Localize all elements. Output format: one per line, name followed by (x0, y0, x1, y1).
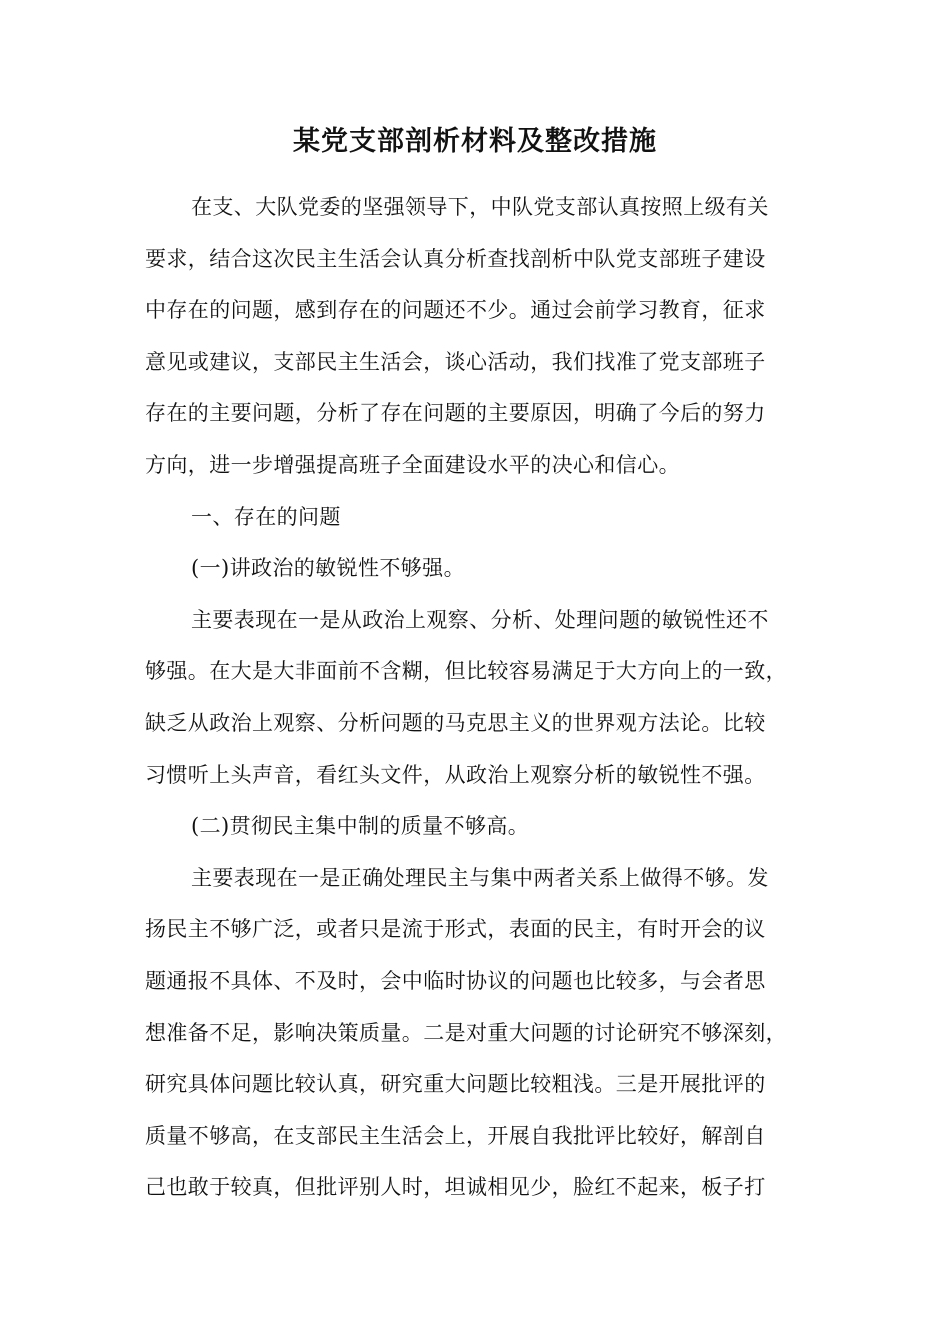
text-line: 质量不够高，在支部民主生活会上，开展自我批评比较好，解剖自 (145, 1123, 766, 1148)
section-heading: 一、存在的问题 (191, 504, 341, 529)
text-line: 够强。在大是大非面前不含糊，但比较容易满足于大方向上的一致， (145, 659, 787, 684)
subsection-heading: (二)贯彻民主集中制的质量不够高。 (191, 814, 530, 839)
text-line: 意见或建议，支部民主生活会，谈心活动，我们找准了党支部班子 (145, 349, 766, 374)
text-line: 扬民主不够广泛，或者只是流于形式，表面的民主，有时开会的议 (145, 917, 766, 942)
text-line: 己也敢于较真，但批评别人时，坦诚相见少，脸红不起来，板子打 (145, 1175, 766, 1200)
text-line: 习惯听上头声音，看红头文件，从政治上观察分析的敏锐性不强。 (145, 762, 766, 787)
text-line: 方向，进一步增强提高班子全面建设水平的决心和信心。 (145, 452, 680, 477)
text-line: 想准备不足，影响决策质量。二是对重大问题的讨论研究不够深刻， (145, 1020, 787, 1045)
text-line: 中存在的问题，感到存在的问题还不少。通过会前学习教育，征求 (145, 298, 766, 323)
document-title: 某党支部剖析材料及整改措施 (293, 126, 657, 157)
text-line: 研究具体问题比较认真，研究重大问题比较粗浅。三是开展批评的 (145, 1072, 766, 1097)
text-line: 缺乏从政治上观察、分析问题的马克思主义的世界观方法论。比较 (145, 710, 766, 735)
text-line: 存在的主要问题，分析了存在问题的主要原因，明确了今后的努力 (145, 401, 766, 426)
text-line: 在支、大队党委的坚强领导下，中队党支部认真按照上级有关 (191, 195, 769, 219)
text-line: 要求，结合这次民主生活会认真分析查找剖析中队党支部班子建设 (145, 246, 766, 271)
subsection-heading: (一)讲政治的敏锐性不够强。 (191, 556, 465, 581)
document-body (145, 182, 825, 1214)
text-line: 主要表现在一是正确处理民主与集中两者关系上做得不够。发 (191, 865, 769, 890)
text-line: 主要表现在一是从政治上观察、分析、处理问题的敏锐性还不 (191, 607, 769, 632)
text-line: 题通报不具体、不及时，会中临时协议的问题也比较多，与会者思 (145, 968, 766, 993)
